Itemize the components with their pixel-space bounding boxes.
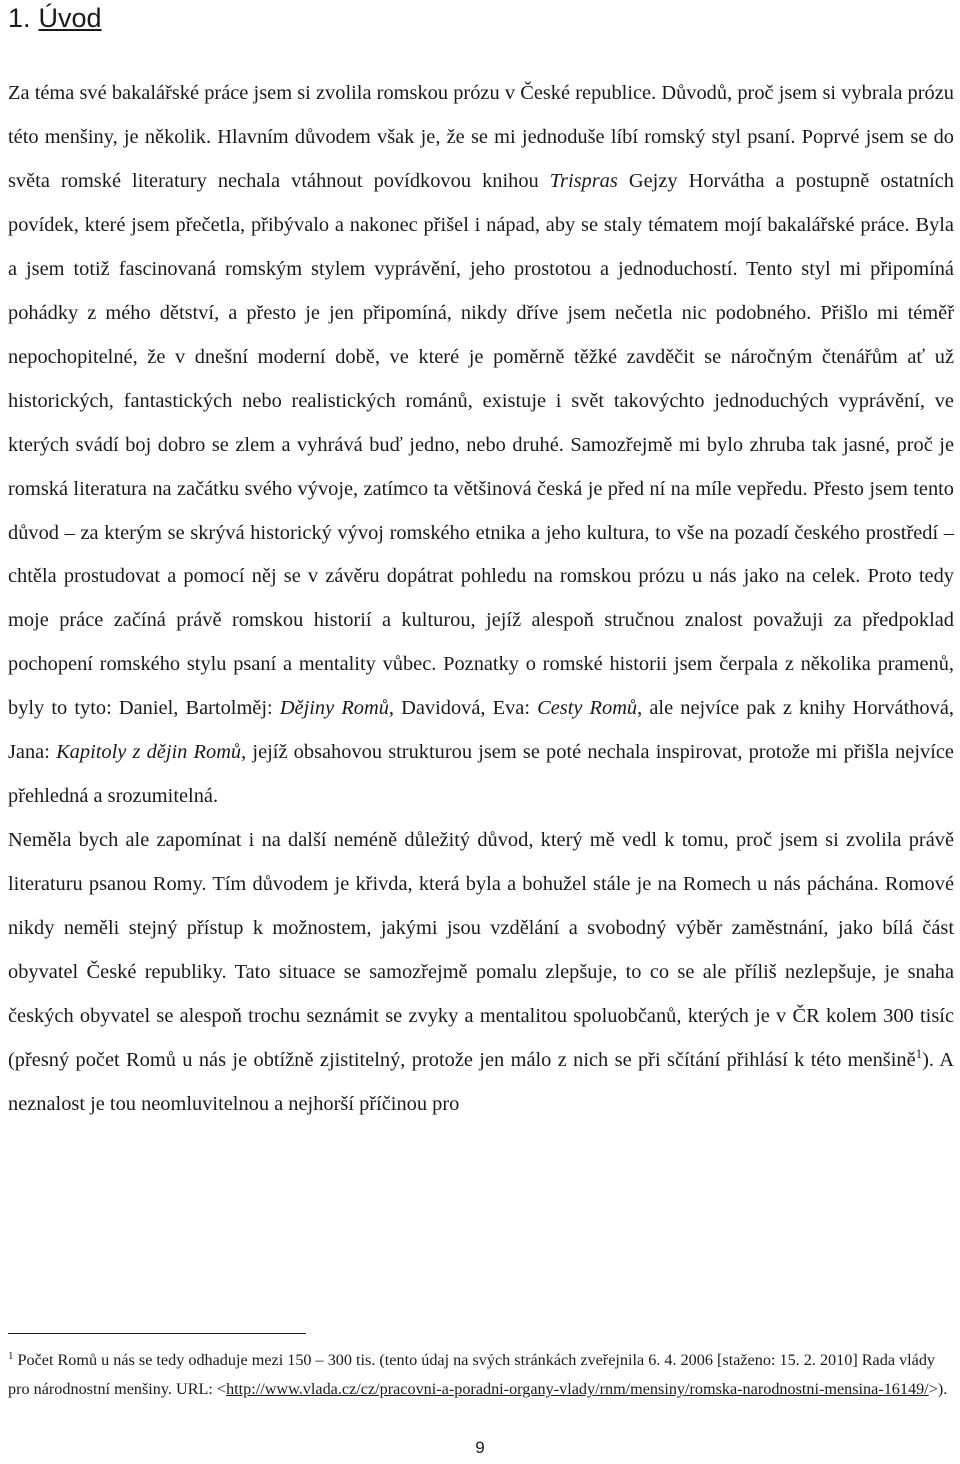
paragraph-1-text-1: Za téma své bakalářské práce jsem si zvolila romskou prózu v České republice. Důvodů, proč jsem si vybrala prózu této menšiny, je několik. Hlavním důvodem však je, že se mi jednoduše líbí romský styl psaní. Poprvé jsem se do světa romské literatury nechala vtáhnout povídkovou knihou	[8, 82, 954, 192]
paragraph-2	[8, 819, 954, 1127]
footnote-number: 1	[8, 1349, 14, 1362]
book-title-cesty-romu: Cesty Romů	[537, 697, 638, 720]
paragraph-2-text-2: ). A neznalost je tou neomluvitelnou a nejhorší příčinou pro	[8, 1048, 954, 1115]
footnote-text: Počet Romů u nás se tedy odhaduje mezi 150 – 300 tis. (tento údaj na svých stránkách zveřejnila 6. 4. 2006 [staženo: 15. 2. 2010] Rada vlády pro národnostní menšiny. URL: <	[8, 1351, 936, 1398]
chapter-title: Úvod	[38, 3, 102, 33]
paragraph-1-text-4: , ale nejvíce pak z knihy Horváthová, Jana:	[8, 697, 954, 764]
paragraph-1-text-5: , jejíž obsahovou strukturou jsem se poté nechala inspirovat, protože mi přišla nejvíce přehledná a srozumitelná.	[8, 741, 954, 808]
body-text	[8, 72, 954, 1127]
paragraph-1-text-3: , Davidová, Eva:	[388, 697, 538, 720]
footnote-suffix: >).	[928, 1380, 948, 1398]
footnote-separator	[8, 1333, 306, 1334]
footnote-link[interactable]: http://www.vlada.cz/cz/pracovni-a-poradni-organy-vlady/rnm/mensiny/romska-narodnostni-mensina-16149/	[226, 1380, 929, 1398]
chapter-number: 1.	[8, 3, 31, 33]
footnote-reference[interactable]: 1	[915, 1046, 923, 1062]
paragraph-2-text-1: Neměla bych ale zapomínat i na další neméně důležitý důvod, který mě vedl k tomu, proč jsem si zvolila právě literaturu psanou Romy. Tím důvodem je křivda, která byla a bohužel stále je na Romech u nás páchána. Romové nikdy neměli stejný přístup k možnostem, jakými jsou vzdělání a svobodný výběr zaměstnání, jako bílá část obyvatel České republiky. Tato situace se samozřejmě pomalu zlepšuje, to co se ale příliš nezlepšuje, je snaha českých obyvatel se alespoň trochu seznámit se zvyky a mentalitou spoluobčanů, kterých je v ČR kolem 300 tisíc (přesný počet Romů u nás je obtížně zjistitelný, protože jen málo z nich se při sčítání přihlásí k této menšině	[8, 829, 954, 1071]
book-title-trispras: Trispras	[549, 169, 618, 192]
book-title-kapitoly: Kapitoly z dějin Romů	[56, 741, 242, 764]
paragraph-1-text-2: Gejzy Horvátha a postupně ostatních povídek, které jsem přečetla, přibývalo a nakonec přišel i nápad, aby se staly tématem mojí bakalářské práce. Byla a jsem totiž fascinovaná romským stylem vyprávění, jeho prostotou a jednoduchostí. Tento styl mi připomíná pohádky z mého dětství, a přesto je jen připomíná, nikdy dříve jsem nečetla nic podobného. Přišlo mi téměř nepochopitelné, že v dnešní moderní době, ve které je poměrně těžké zavděčit se náročným čtenářům ať už historických, fantastických nebo realistických románů, existuje i svět takovýchto jednoduchých vyprávění, ve kterých svádí boj dobro se zlem a vyhrává buď jedno, nebo druhé. Samozřejmě mi bylo zhruba tak jasné, proč je romská literatura na začátku svého vývoje, zatímco ta většinová česká je před ní na míle vepředu. Přesto jsem tento důvod – za kterým se skrývá historický vývoj romského etnika a jeho kultura, to vše na pozadí českého prostředí – chtěla prostudovat a pomocí něj se v závěru dopátrat pohledu na romskou prózu u nás jako na celek. Proto tedy moje práce začíná právě romskou historií a kulturou, jejíž alespoň stručnou znalost považuji za předpoklad pochopení romského stylu psaní a mentality vůbec. Poznatky o romské historii jsem čerpala z několika pramenů, byly to tyto: Daniel, Bartolměj:	[8, 169, 954, 720]
chapter-heading	[8, 0, 102, 36]
footnote	[8, 1346, 954, 1404]
paragraph-1	[8, 72, 954, 819]
book-title-dejiny-romu: Dějiny Romů	[279, 697, 389, 720]
page-number: 9	[475, 1438, 485, 1457]
